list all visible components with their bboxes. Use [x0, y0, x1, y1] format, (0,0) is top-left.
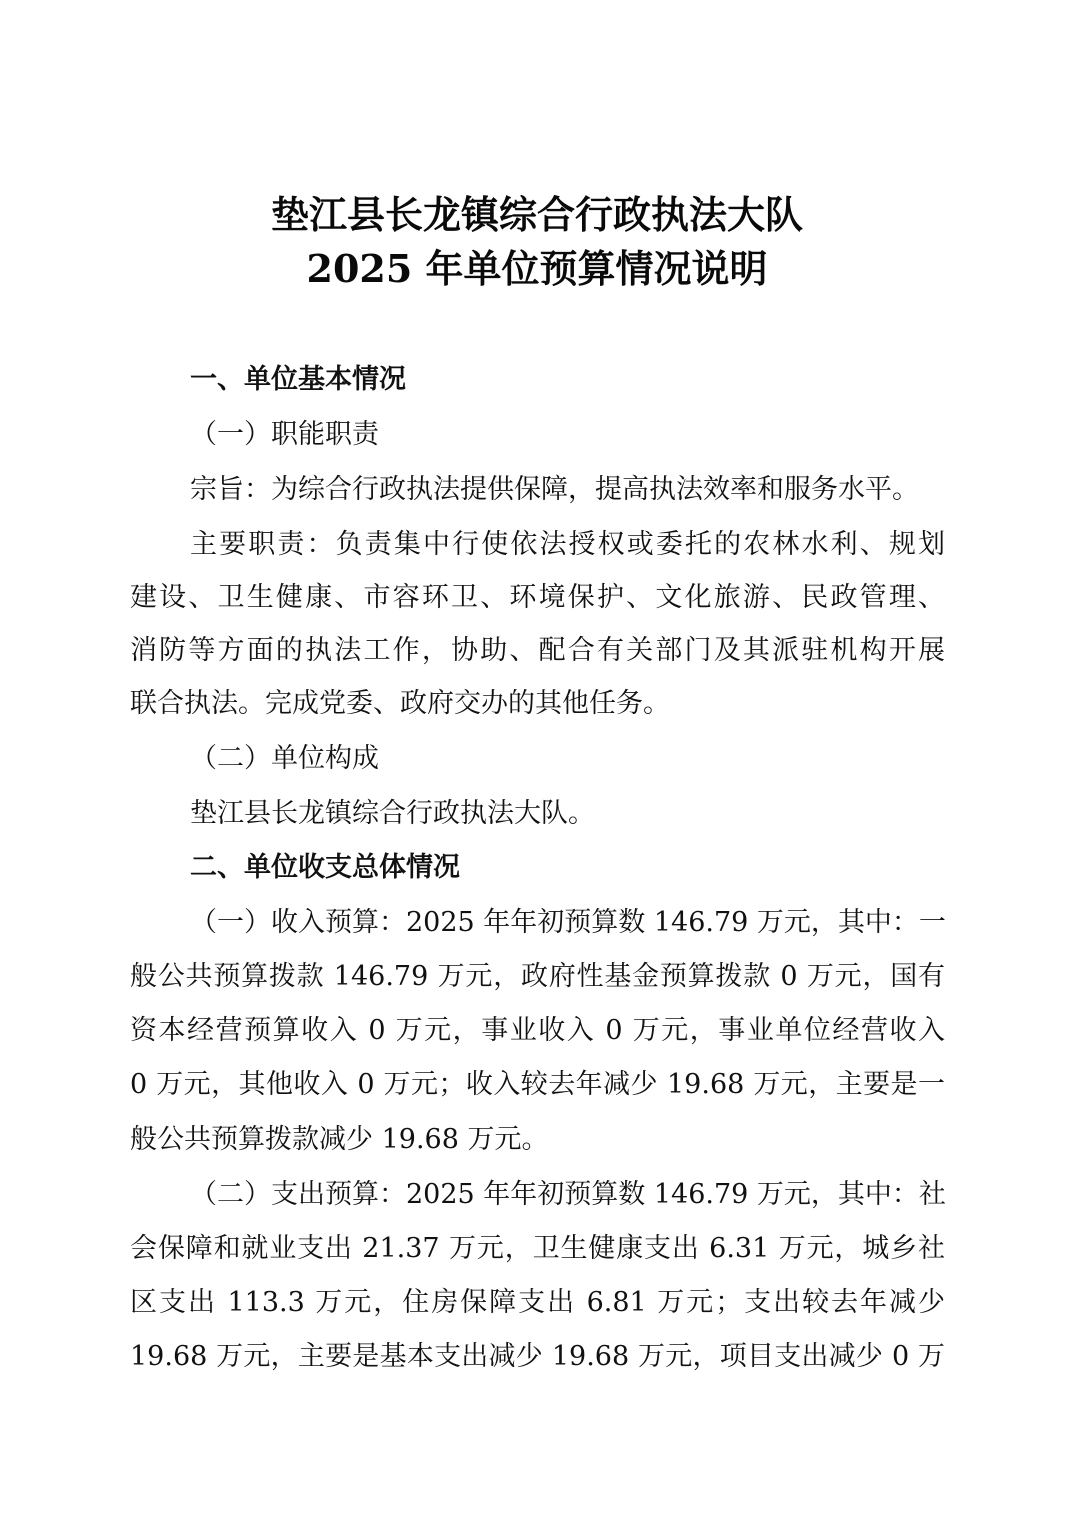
duties-line: 联合执法。完成党委、政府交办的其他任务。 — [130, 688, 670, 719]
expense-line: 区支出 113.3 万元，住房保障支出 6.81 万元；支出较去年减少 — [130, 1287, 945, 1318]
document-title-line1: 垫江县长龙镇综合行政执法大队 — [270, 192, 803, 237]
expense-line: 19.68 万元，主要是基本支出减少 19.68 万元，项目支出减少 0 万 — [130, 1341, 945, 1372]
expense-line: 会保障和就业支出 21.37 万元，卫生健康支出 6.31 万元，城乡社 — [130, 1233, 945, 1264]
section1-sub1-heading: （一）职能职责 — [190, 419, 379, 450]
income-line: （一）收入预算：2025 年年初预算数 146.79 万元，其中：一 — [190, 907, 946, 938]
expense-line: （二）支出预算：2025 年年初预算数 146.79 万元，其中：社 — [190, 1179, 946, 1210]
duties-line: 主要职责：负责集中行使依法授权或委托的农林水利、规划 — [190, 529, 945, 560]
document-title-line2: 2025 年单位预算情况说明 — [306, 246, 768, 291]
purpose-paragraph: 宗旨：为综合行政执法提供保障，提高执法效率和服务水平。 — [190, 474, 919, 505]
section1-sub2-heading: （二）单位构成 — [190, 743, 379, 774]
duties-line: 建设、卫生健康、市容环卫、环境保护、文化旅游、民政管理、 — [130, 582, 945, 613]
income-line: 般公共预算拨款 146.79 万元，政府性基金预算拨款 0 万元，国有 — [130, 961, 945, 992]
income-line: 般公共预算拨款减少 19.68 万元。 — [130, 1124, 549, 1155]
income-line: 资本经营预算收入 0 万元，事业收入 0 万元，事业单位经营收入 — [130, 1015, 945, 1046]
unit-composition-text: 垫江县长龙镇综合行政执法大队。 — [190, 798, 595, 829]
section2-heading: 二、单位收支总体情况 — [190, 852, 460, 883]
income-line: 0 万元，其他收入 0 万元；收入较去年减少 19.68 万元，主要是一 — [130, 1069, 945, 1100]
section1-heading: 一、单位基本情况 — [190, 364, 406, 395]
duties-line: 消防等方面的执法工作，协助、配合有关部门及其派驻机构开展 — [130, 635, 945, 666]
